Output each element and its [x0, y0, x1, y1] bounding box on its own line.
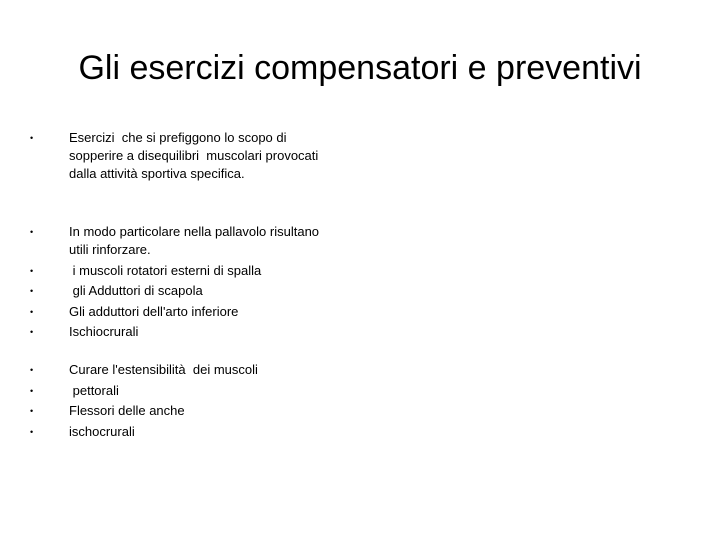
list-item-text: gli Adduttori di scapola — [69, 283, 203, 298]
list-item-text: Esercizi che si prefiggono lo scopo di sopperire a disequilibri muscolari provocati dalla attività sportiva specifica. — [69, 130, 319, 181]
list-item — [0, 129, 720, 183]
list-item-text: ischocrurali — [69, 423, 135, 439]
bullet-group-reinforce — [0, 223, 720, 341]
list-item — [0, 262, 720, 280]
list-item — [0, 423, 720, 441]
list-item — [0, 361, 720, 379]
bullet-icon: • — [30, 365, 34, 375]
bullet-icon: • — [30, 385, 34, 396]
bullet-icon: • — [30, 306, 34, 317]
list-item — [0, 323, 720, 341]
list-item — [0, 402, 720, 420]
bullet-icon: • — [30, 265, 34, 276]
slide-title: Gli esercizi compensatori e preventivi — [78, 49, 642, 87]
list-item — [0, 303, 720, 321]
list-item-text: Ischiocrurali — [69, 324, 139, 339]
list-item — [0, 223, 720, 259]
list-item-text: pettorali — [69, 382, 119, 398]
bullet-icon: • — [30, 227, 34, 237]
bullet-icon: • — [30, 133, 34, 143]
list-item-text: In modo particolare nella pallavolo risultano utili rinforzare. — [69, 224, 320, 257]
bullet-group-stretching — [0, 361, 720, 441]
list-item-text: Curare l'estensibilità dei muscoli — [69, 362, 258, 377]
list-item-text: i muscoli rotatori esterni di spalla — [69, 262, 262, 278]
bullet-icon: • — [30, 327, 34, 337]
bullet-group-intro — [0, 129, 720, 183]
bullet-icon: • — [30, 286, 34, 296]
list-item-text: Flessori delle anche — [69, 403, 185, 418]
bullet-icon: • — [30, 406, 34, 416]
list-item-text: Gli adduttori dell'arto inferiore — [69, 303, 239, 319]
list-item — [0, 382, 720, 400]
bullet-icon: • — [30, 426, 34, 437]
list-item — [0, 282, 720, 300]
